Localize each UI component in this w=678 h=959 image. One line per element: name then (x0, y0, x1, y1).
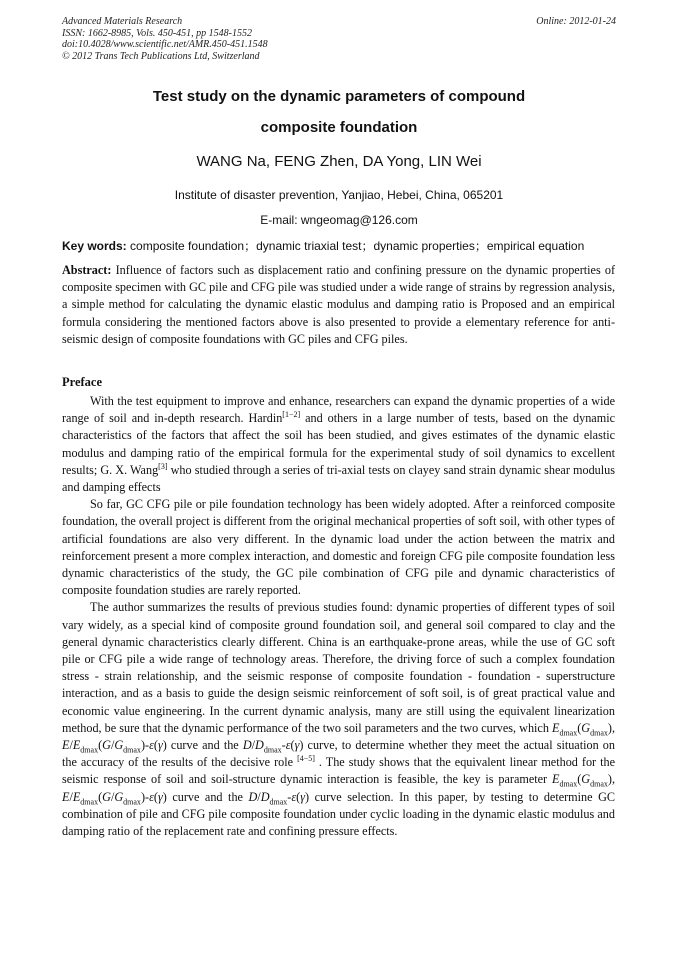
journal-header (62, 16, 616, 62)
p3-text-e: curve and the (166, 789, 249, 804)
journal-doi[interactable]: doi:10.4028/www.scientific.net/AMR.450-451.1548 (62, 39, 268, 50)
abstract-label: Abstract: (62, 263, 112, 277)
formula-edmax-2: $E_{dmax}(G_{dmax})$, $E/E_{dmax}(G/G_{dmax})-\varepsilon(\gamma)$ (62, 772, 615, 807)
journal-issn: ISSN: 1662-8985, Vols. 450-451, pp 1548-1552 (62, 27, 252, 39)
citation-4-5[interactable]: [4−5] (297, 754, 315, 764)
keywords-text: composite foundation；dynamic triaxial test；dynamic properties；empirical equation (130, 239, 585, 253)
paragraph-2: So far, GC CFG pile or pile foundation technology has been widely adopted. After a reinforced composite foundation, the overall project is different from the original mechanical properties of soft soil, with other types of artificial foundations are also very different. In the dynamic load under the action between the matrix and reinforcement present a more complex interaction, and domestic and foreign CFG pile composite foundation less dynamic characteristics of the study, the GC pile combination of CFG pile and dynamic characteristics of composite foundation studies are rarely reported. (62, 497, 615, 598)
p3-text-b: curve and the (166, 738, 243, 753)
author-list: WANG Na, FENG Zhen, DA Yong, LIN Wei (196, 153, 482, 170)
journal-name: Advanced Materials Research (62, 16, 183, 27)
preface-body (62, 393, 615, 840)
keywords (62, 237, 622, 254)
author-email[interactable]: E-mail: wngeomag@126.com (260, 213, 418, 227)
section-heading-preface: Preface (62, 375, 103, 389)
keywords-label: Key words: (62, 239, 127, 253)
p3-text-d: . The study shows that the equivalent linear method for the seismic response of soil and soil-structure dynamic interaction is feasible, the key is parameter (62, 755, 615, 787)
affiliation: Institute of disaster prevention, Yanjiao, Hebei, China, 065201 (174, 188, 504, 202)
p1-text-a: With the test equipment to improve and enhance, researchers can expand the dynamic properties of a wide range of soil and in-depth research. Hardin (62, 394, 615, 426)
paper-title-line2: composite foundation (260, 119, 418, 136)
citation-3[interactable]: [3] (158, 461, 168, 471)
journal-copyright: © 2012 Trans Tech Publications Ltd, Switzerland (62, 50, 260, 62)
formula-edmax: $E_{dmax}(G_{dmax})$, $E/E_{dmax}(G/G_{dmax})-\varepsilon(\gamma)$ (62, 720, 615, 755)
abstract (62, 262, 615, 348)
citation-1-2[interactable]: [1−2] (282, 410, 301, 420)
p1-text-b: and others in a large number of tests, based on the dynamic characteristics of the factors that affect the soil has been studied, and gives estimates of the dynamic elastic modulus and damping ratio of the empirical formula for the experimental study of soil dynamics to excellent results; G. X. Wang (62, 411, 615, 477)
p1-text-c: who studied through a series of tri-axial tests on clayey sand strain dynamic shear modulus and damping effects (62, 462, 616, 495)
p3-text-a: The author summarizes the results of previous studies found: dynamic properties of different types of soil vary widely, as a special kind of composite ground foundation soil, and general soil compared to clay and the general dynamic characteristics clearly different. China is an earthquake-prone areas, while the use of GC soft pile or CFG pile a wide range of technology areas. Therefore, the driving force of such a complex foundation stress - strain relationship, and the seismic response of composite foundation - foundation - superstructure interaction, and as a basis to guide the design seismic reinforcement of soft soil, is of great practical value and economic value engineering. In the current dynamic analysis, many are still using the equivalent linearization method, be sure that the dynamic performance of the two soil parameters and the two curves, which (62, 600, 615, 735)
formula-damping: $D/D_{dmax}-\varepsilon(\gamma)$ (242, 738, 304, 755)
p3-text-c: curve, to determine whether they meet the actual situation on the accuracy of the results of the decisive role (62, 738, 615, 770)
paragraph-3 (62, 599, 615, 840)
online-date: Online: 2012-01-24 (536, 16, 616, 27)
paper-title-line1: Test study on the dynamic parameters of compound (152, 88, 526, 105)
paragraph-1 (62, 393, 615, 496)
p3-text-f: curve selection. In this paper, by testing to determine GC combination of pile and CFG pile composite foundation under cyclic loading in the dynamic elastic modulus and damping ratio of the replacement rate and confining pressure effects. (62, 789, 615, 839)
abstract-text: Influence of factors such as displacement ratio and confining pressure on the dynamic properties of composite specimen with GC pile and CFG pile was studied under a wide range of strains by regression analysis, a simple method for calculating the dynamic elastic modulus and damping ratio is Proposed and an empirical formula considering the mentioned factors above is also presented to provide a elementary reference for anti-seismic design of composite foundations with GC piles and CFG piles. (62, 263, 615, 346)
formula-damping-2: $D/D_{dmax}-\varepsilon(\gamma)$ (248, 789, 310, 807)
